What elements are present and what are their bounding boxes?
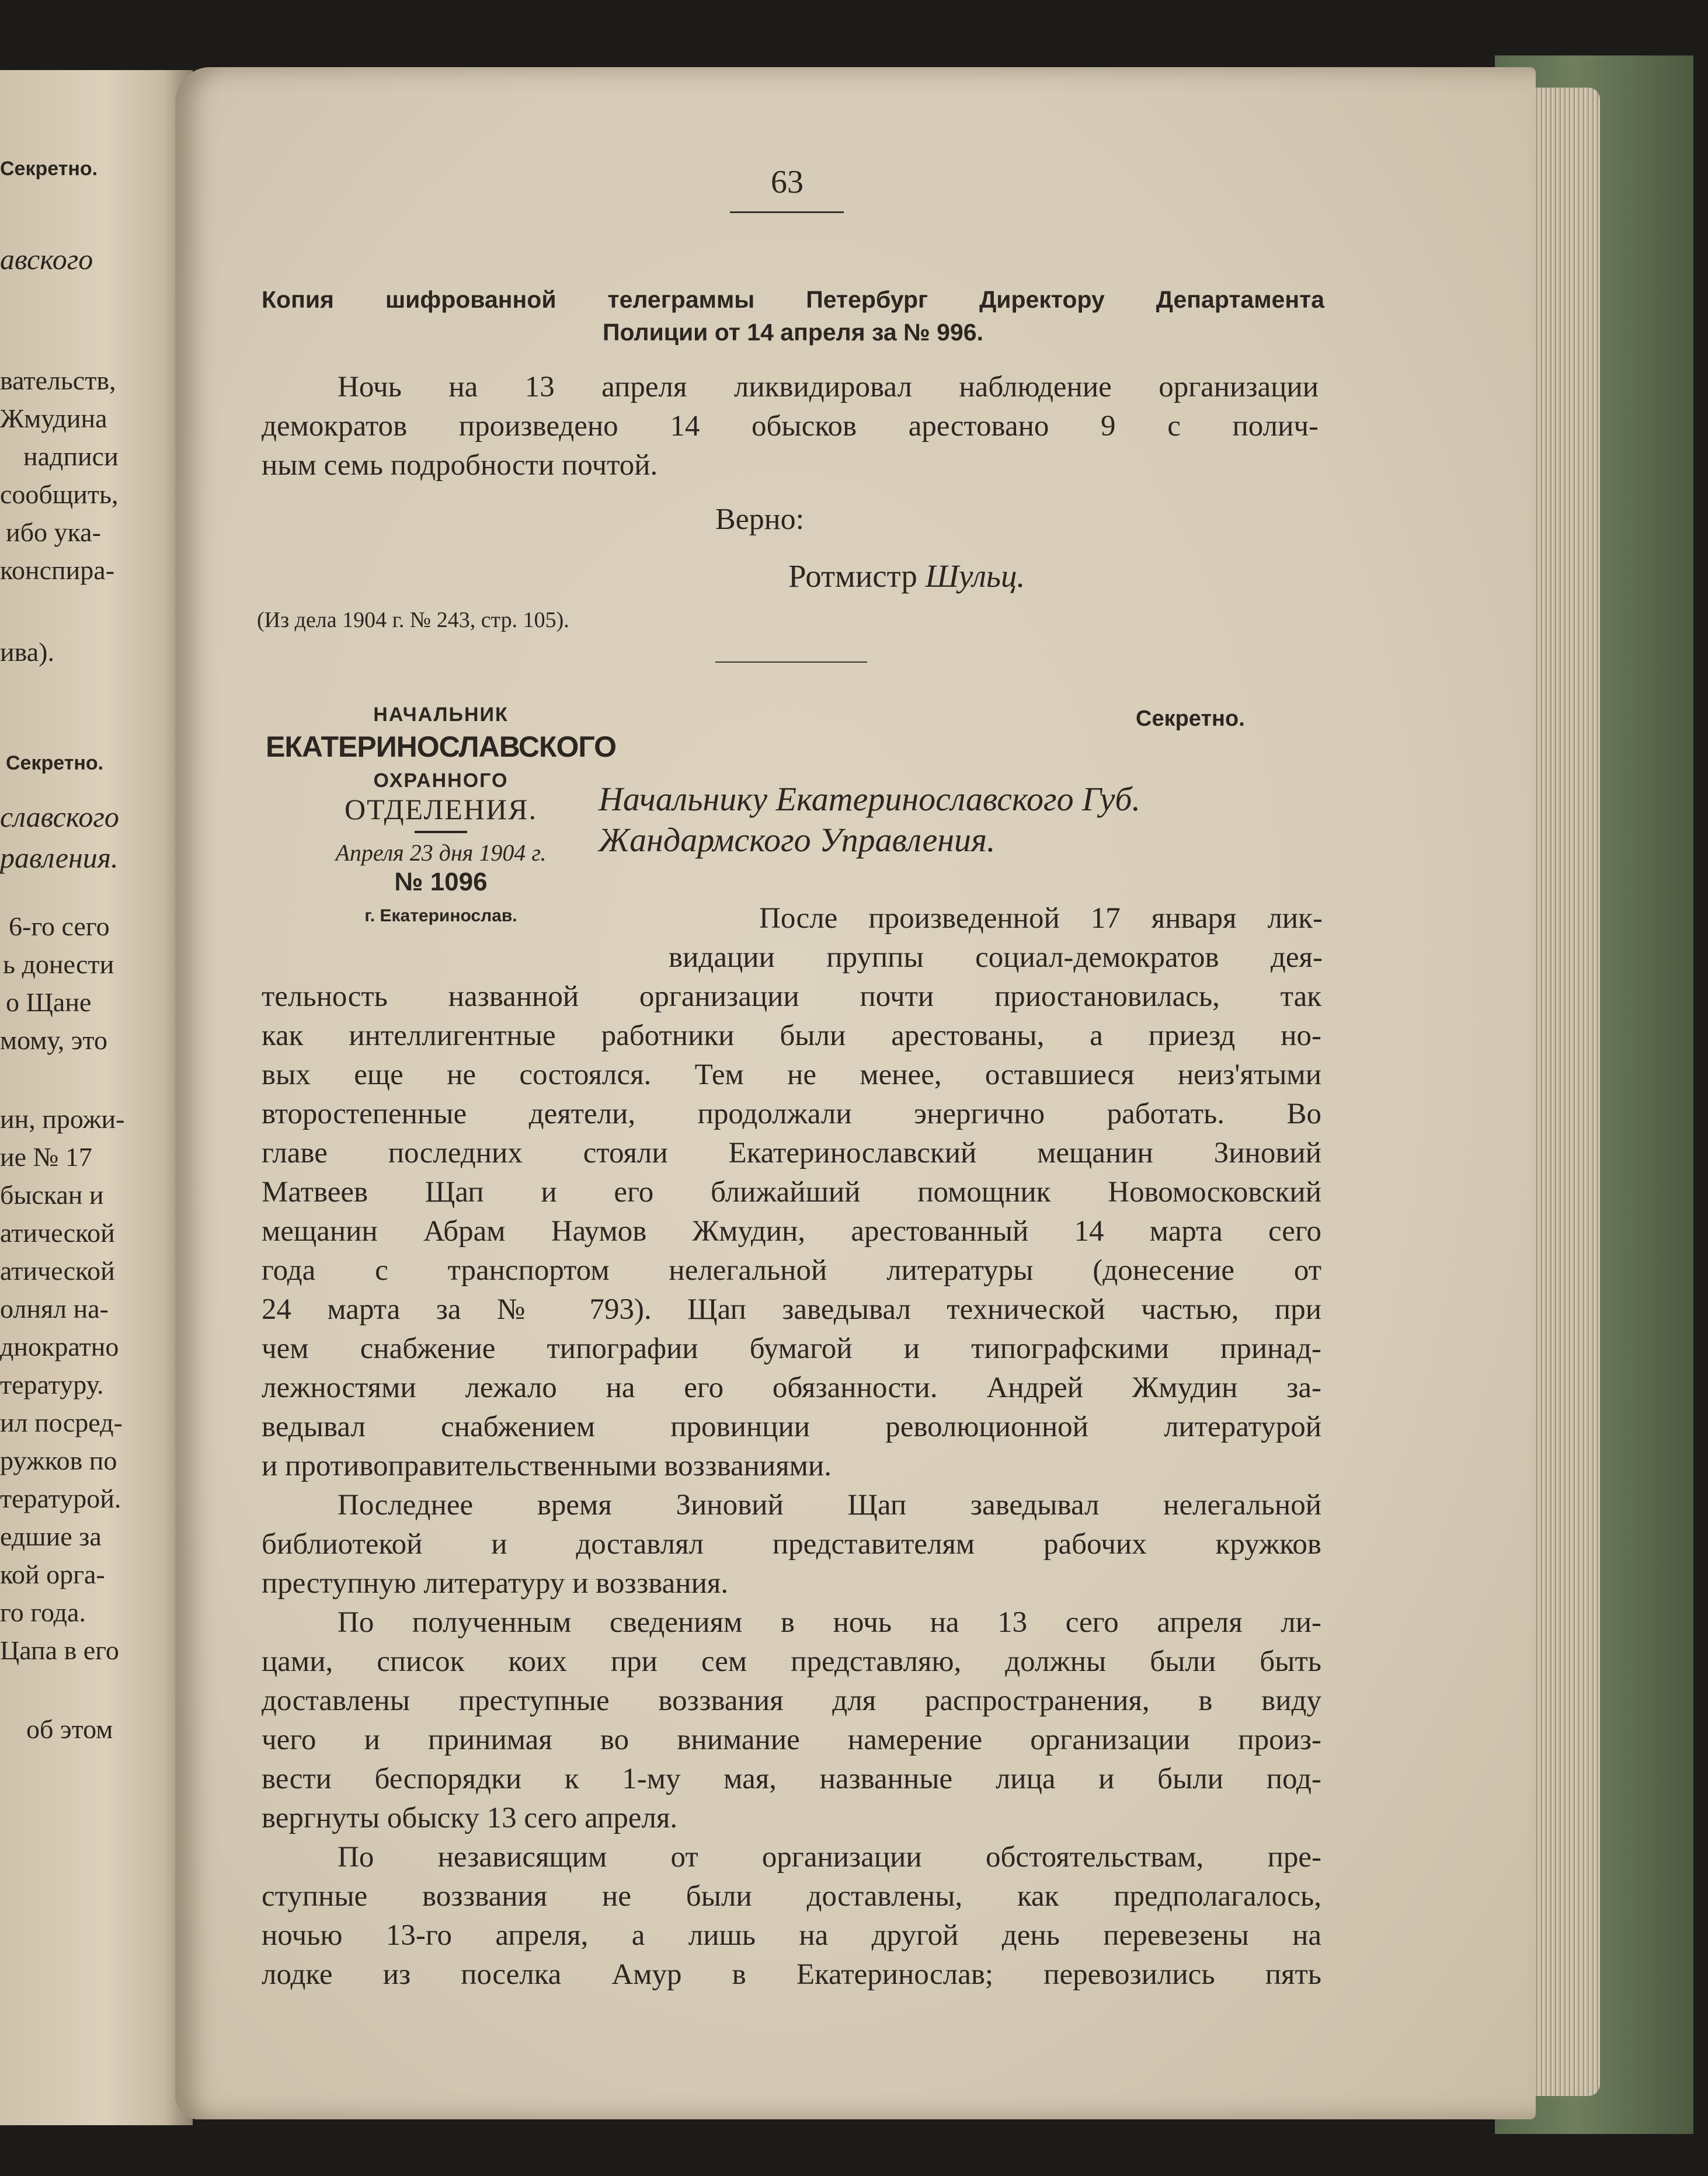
left-page-line: 6-го сего [9,911,110,941]
header-city: г. Екатеринослав. [364,906,517,925]
telegram-line: Ночь на 13 апреля ликвидировал наблюдение организации [338,371,1319,403]
left-page-line: го года. [0,1597,86,1627]
left-page-line: авского [0,243,93,276]
left-page-line: об этом [26,1714,113,1744]
left-page-line: тературой. [0,1484,121,1513]
left-page-line: сообщить, [0,479,119,509]
header-number: № 1096 [394,868,488,896]
letter-line: видации пруппы социал-демократов дея- [669,941,1323,974]
left-page-line: Жмудина [0,403,107,433]
left-page-line: ил посред- [0,1408,123,1437]
left-page-line: Секретно. [6,752,104,774]
letter-line: ступные воззвания не были доставлены, как предполагалось, [262,1880,1321,1913]
left-page-line: славского [0,800,119,833]
header-rule [415,831,467,833]
letter-line: вергнуты обыску 13 сего апреля. [262,1802,678,1834]
left-page [0,70,193,2125]
left-page-line: олнял на- [0,1294,109,1324]
header-date: Апреля 23 дня 1904 г. [335,840,547,866]
telegram-title-line2: Полиции от 14 апреля за № 996. [603,319,983,346]
signature-name: Шульц. [925,558,1025,594]
header-line-2: ЕКАТЕРИНОСЛАВСКОГО [265,730,617,763]
signature [788,558,1025,594]
letter-line: После произведенной 17 января лик- [759,902,1323,935]
letter-line: главе последних стояли Екатеринославский мещанин Зиновий [262,1137,1321,1169]
telegram-title-line1: Копия шифрованной телеграммы Петербург Директору Департамента [262,286,1324,313]
left-page-line: конспира- [0,555,115,585]
header-line-4: ОТДЕЛЕНИЯ. [344,793,537,826]
left-page-line: Секретно. [0,158,98,180]
letter-line: второстепенные деятели, продолжали энергично работать. Во [262,1098,1321,1130]
left-page-line: равления. [0,841,119,874]
letter-line: мещанин Абрам Наумов Жмудин, арестованный 14 марта сего [262,1215,1321,1248]
letter-line: Матвеев Щап и его ближайший помощник Новомосковский [262,1176,1321,1209]
left-page-line: вательств, [0,365,116,395]
left-page-line: ь донести [3,949,114,979]
left-page-line: днократно [0,1332,119,1362]
left-page-line: атической [0,1256,115,1286]
telegram-line: ным семь подробности почтой. [262,449,658,482]
letter-line: года с транспортом нелегальной литературы (донесение от [262,1254,1321,1287]
letter-line: ведывал снабжением провинции революционной литературой [262,1411,1321,1443]
left-page-line: кой орга- [0,1559,105,1589]
page-number-rule [730,211,844,213]
letter-line: цами, список коих при сем представляю, должны были быть [262,1645,1321,1678]
left-page-line: Цапа в его [0,1635,119,1665]
letter-line: тельность названной организации почти приостановилась, так [262,980,1321,1013]
right-page [175,67,1536,2119]
header-block [257,704,625,926]
left-page-line: ибо ука- [6,517,101,547]
section-rule [715,661,867,663]
letter-line: чего и принимая во внимание намерение организации произ- [262,1724,1321,1756]
telegram-body [262,368,1319,485]
left-page-line: ие № 17 [0,1142,92,1172]
left-page-line: тературу. [0,1370,104,1399]
left-page-line: о Щане [6,987,92,1017]
letter-line: ночью 13-го апреля, а лишь на другой день перевезены на [262,1919,1321,1952]
left-page-line: едшие за [0,1522,102,1551]
left-page-line: ива). [0,637,54,667]
letter-line: 24 марта за № 793). Щап заведывал технической частью, при [262,1293,1321,1326]
left-page-line: ин, прожи- [0,1104,125,1134]
verno-label: Верно: [715,503,805,536]
addressee-line2: Жандармского Управления. [599,821,996,859]
left-page-line: надписи [23,441,119,471]
letter-line: преступную литературу и воззвания. [262,1567,729,1600]
letter-line: чем снабжение типографии бумагой и типографскими принад- [262,1332,1321,1365]
letter-line: вых еще не состоялся. Тем не менее, оставшиеся неиз'ятыми [262,1059,1321,1091]
letter-line: По полученным сведениям в ночь на 13 сего апреля ли- [338,1606,1321,1639]
left-page-line: мому, это [0,1025,107,1055]
header-line-1: НАЧАЛЬНИК [373,704,509,726]
header-line-3: ОХРАННОГО [373,770,509,792]
letter-line: Последнее время Зиновий Щап заведывал нелегальной [338,1489,1321,1522]
letter-first-lines [669,899,1323,977]
left-page-line: ружков по [0,1446,117,1475]
letter-line: лодке из поселка Амур в Екатеринослав; перевозились пять [262,1958,1321,1991]
letter-line: как интеллигентные работники были арестованы, а приезд но- [262,1019,1321,1052]
telegram-title [262,283,1324,349]
secret-mark: Секретно. [1136,706,1245,731]
telegram-line: демократов произведено 14 обысков арестовано 9 с полич- [262,410,1319,443]
left-page-line: быскан и [0,1180,104,1210]
letter-line: библиотекой и доставлял представителям рабочих кружков [262,1528,1321,1561]
left-page-line: атической [0,1218,115,1248]
letter-line: и противоправительственными воззваниями. [262,1450,832,1482]
letter-body [262,977,1321,1994]
letter-line: доставлены преступные воззвания для распространения, в виду [262,1684,1321,1717]
source-note: (Из дела 1904 г. № 243, стр. 105). [257,608,569,632]
letter-line: лежностями лежало на его обязанности. Андрей Жмудин за- [262,1371,1321,1404]
letter-line: вести беспорядки к 1-му мая, названные лица и были под- [262,1763,1321,1795]
addressee-line1: Начальнику Екатеринославского Губ. [599,780,1140,818]
signature-rank: Ротмистр [788,558,917,594]
page-number: 63 [771,164,803,200]
letter-line: По независящим от организации обстоятельствам, пре- [338,1841,1321,1874]
